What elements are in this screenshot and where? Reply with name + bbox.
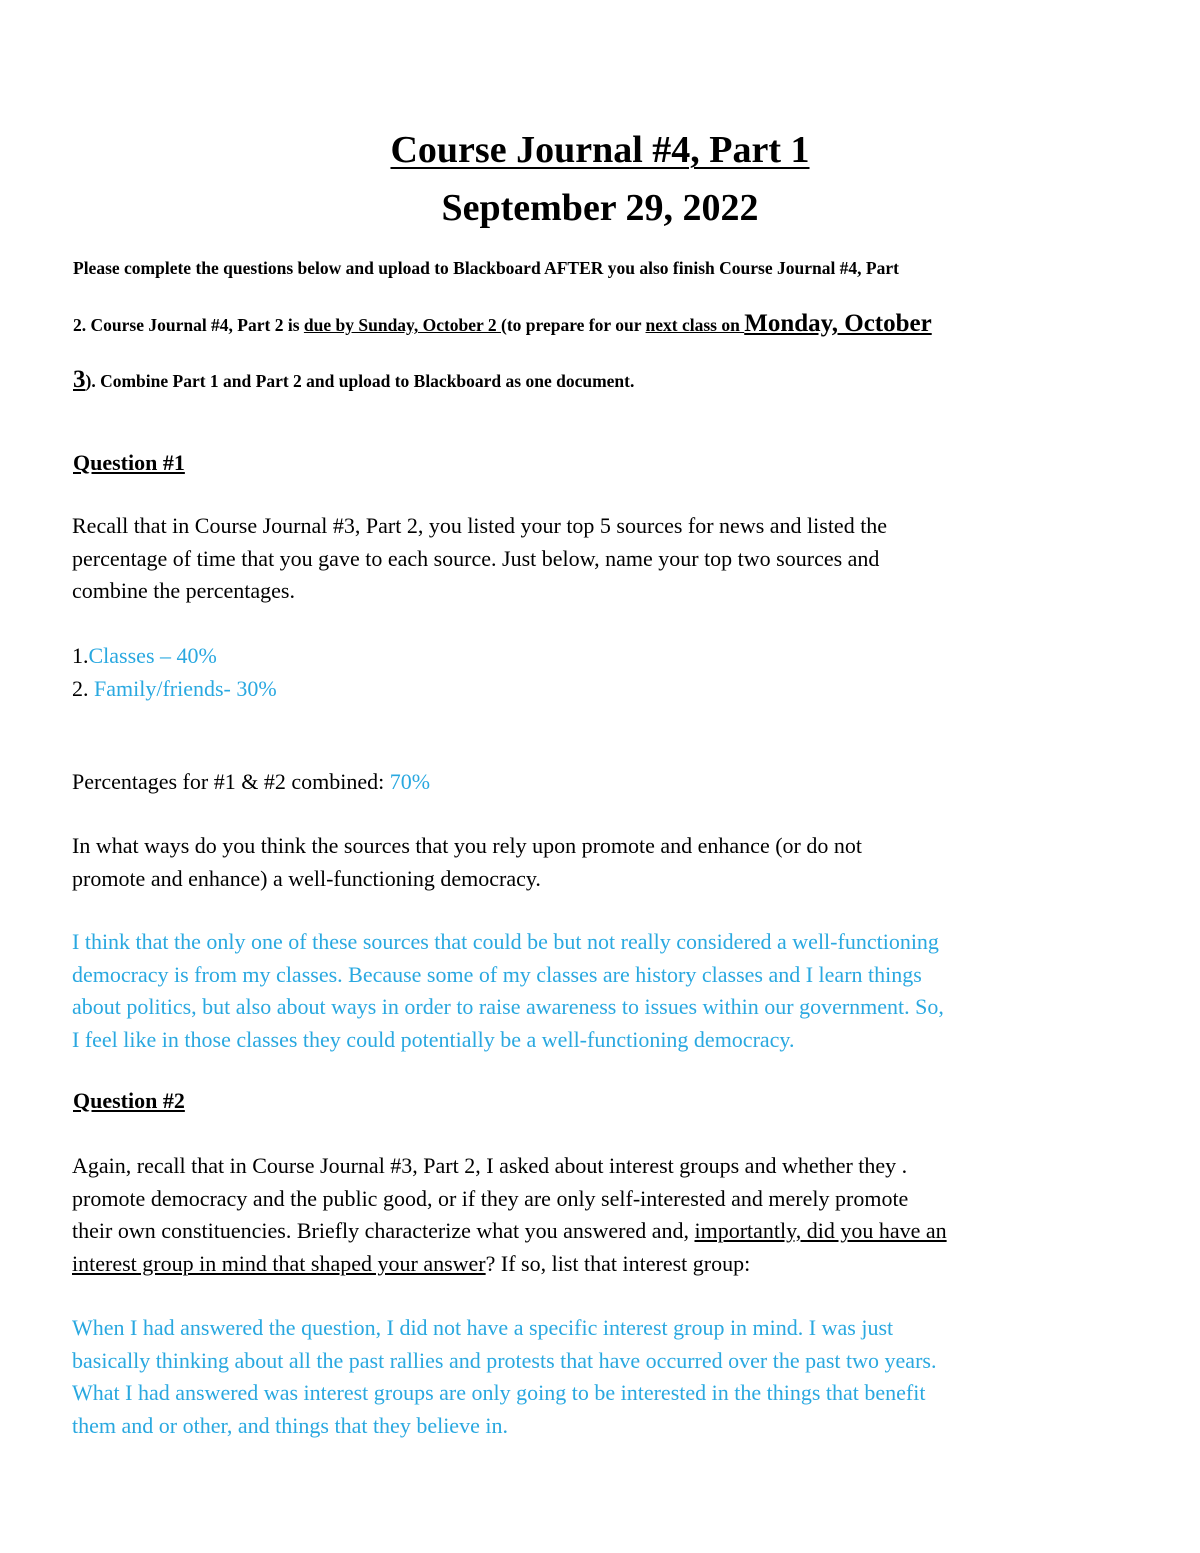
next-class: next class on [645, 315, 745, 335]
question-2-prompt: Again, recall that in Course Journal #3, Part 2, I asked about interest groups and whether they . promote democracy and the public good, or if they are only self-interested and merely promote their own constituencies. Briefly characterize what you answered and, importantly, did you have an interest group in mind that shaped your answer? If so, list that interest group: [72, 1153, 947, 1276]
question-1-answer-list [72, 640, 1132, 705]
instructions-line-1: Please complete the questions below and upload to Blackboard AFTER you also finish Course Journal #4, Part [73, 258, 899, 278]
combined-percentage-value: 70% [389, 769, 431, 794]
combined-percentage: Percentages for #1 & #2 combined: 70% [72, 769, 431, 794]
list-item: 1.Classes – 40% [72, 643, 217, 668]
document-date: September 29, 2022 [441, 187, 759, 229]
due-date: due by Sunday, October 2 [303, 315, 501, 335]
instructions-line-3: 3). Combine Part 1 and Part 2 and upload to Blackboard as one document. [73, 366, 635, 393]
question-2-answer: When I had answered the question, I did not have a specific interest group in mind. I was just basically thinking about all the past rallies and protests that have occurred over the past two years. What I had answered was interest groups are only going to be interested in the things that benefit them and or other, and things that they believe in. [72, 1315, 937, 1438]
next-class-date: Monday, October [744, 310, 932, 337]
question-1-heading: Question #1 [73, 450, 185, 475]
question-2-heading: Question #2 [73, 1088, 185, 1113]
list-item: 2. Family/friends- 30% [72, 675, 277, 701]
question-1-answer: I think that the only one of these sources that could be but not really considered a well-functioning democracy is from my classes. Because some of my classes are history classes and I learn things about politics, but also about ways in order to raise awareness to issues within our government. So, I feel like in those classes they could potentially be a well-functioning democracy. [72, 929, 944, 1052]
question-1-prompt-2: In what ways do you think the sources that you rely upon promote and enhance (or do not promote and enhance) a well-functioning democracy. [72, 833, 862, 891]
instructions-line-2: 2. Course Journal #4, Part 2 is due by Sunday, October 2 (to prepare for our next class on Monday, October [73, 310, 932, 337]
question-1-prompt: Recall that in Course Journal #3, Part 2, you listed your top 5 sources for news and listed the percentage of time that you gave to each source. Just below, name your top two sources and combine the percentages. [72, 513, 888, 603]
document-title: Course Journal #4, Part 1 [390, 129, 810, 171]
